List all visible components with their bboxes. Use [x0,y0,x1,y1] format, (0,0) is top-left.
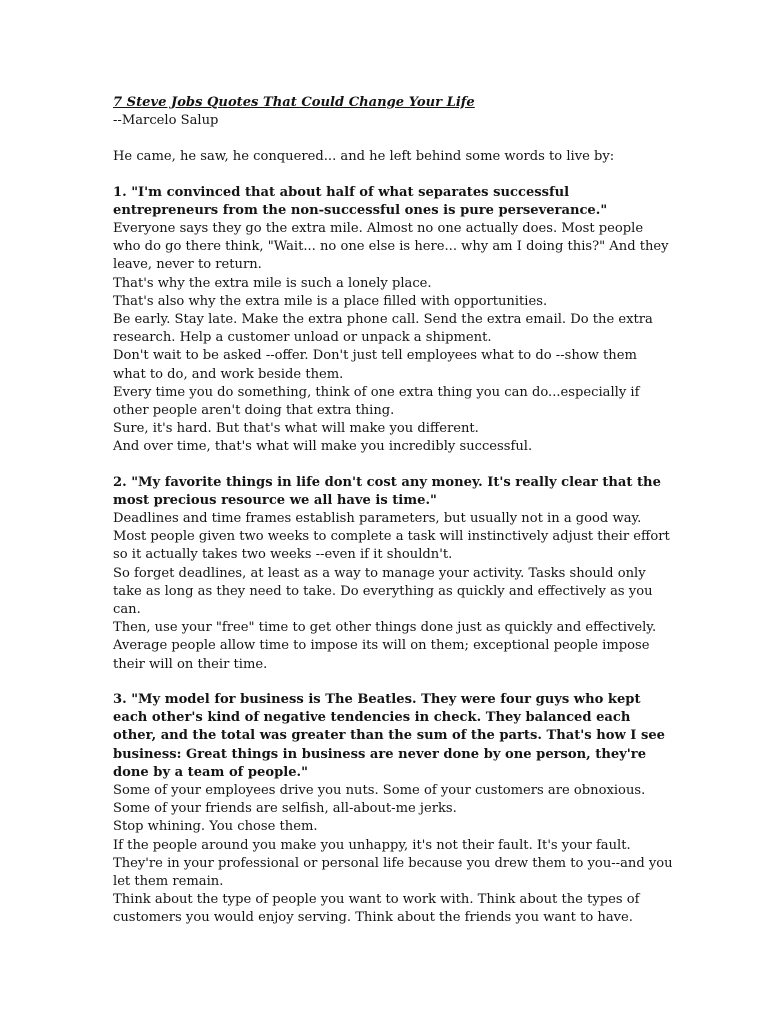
body-paragraph: Think about the type of people you want to work with. Think about the types of customers you would enjoy serving. Think about the friends you want to have. [113,892,640,926]
quote-heading-3: 3. "My model for business is The Beatles. They were four guys who kept each other's kind of negative tendencies in check. They balanced each other, and the total was greater than the sum of the parts. That's how I see business: Great things in business are never done by one person, they're done by a team of people." [113,691,665,780]
document-title: 7 Steve Jobs Quotes That Could Change Your Life [113,95,475,110]
body-paragraph: Average people allow time to impose its will on them; exceptional people impose their will on their time. [113,638,650,672]
body-paragraph: That's why the extra mile is such a lonely place. [113,275,432,291]
body-paragraph: Some of your employees drive you nuts. Some of your customers are obnoxious. Some of your friends are selfish, all-about-me jerks. [113,782,646,817]
body-paragraph: Sure, it's hard. But that's what will make you different. [113,421,479,437]
document-author: --Marcelo Salup [113,113,219,129]
document-intro: He came, he saw, he conquered... and he left behind some words to live by: [113,149,615,165]
body-paragraph: Be early. Stay late. Make the extra phone call. Send the extra email. Do the extra research. Help a customer unload or unpack a shipment. [113,312,653,346]
quote-section-2 [113,474,673,674]
quote-section-1 [113,184,673,457]
body-paragraph: Don't wait to be asked --offer. Don't just tell employees what to do --show them what to do, and work beside them. [113,348,637,382]
quote-section-3 [113,691,673,928]
body-paragraph: So forget deadlines, at least as a way to manage your activity. Tasks should only take as long as they need to take. Do everything as quickly and effectively as you can. [113,565,653,618]
body-paragraph: And over time, that's what will make you incredibly successful. [113,439,533,455]
body-paragraph: Then, use your "free" time to get other things done just as quickly and effectively. [113,620,657,636]
body-paragraph: Deadlines and time frames establish parameters, but usually not in a good way. Most people given two weeks to complete a task will instinctively adjust their effort so it actually takes two weeks --even if it shouldn't. [113,511,670,563]
body-paragraph: That's also why the extra mile is a place filled with opportunities. [113,293,548,309]
body-paragraph: Everyone says they go the extra mile. Almost no one actually does. Most people who do go there think, "Wait... no one else is here... why am I doing this?" And they leave, never to return. [113,221,669,273]
body-paragraph: Every time you do something, think of one extra thing you can do...especially if other people aren't doing that extra thing. [113,384,640,419]
body-paragraph: Stop whining. You chose them. [113,819,318,835]
quote-heading-2: 2. "My favorite things in life don't cost any money. It's really clear that the most precious resource we all have is time." [113,474,661,508]
body-paragraph: If the people around you make you unhappy, it's not their fault. It's your fault. They're in your professional or personal life because you drew them to you--and you let them remain. [113,837,673,889]
quote-heading-1: 1. "I'm convinced that about half of what separates successful entrepreneurs from the non-successful ones is pure perseverance." [113,184,608,218]
document-page [113,94,673,928]
